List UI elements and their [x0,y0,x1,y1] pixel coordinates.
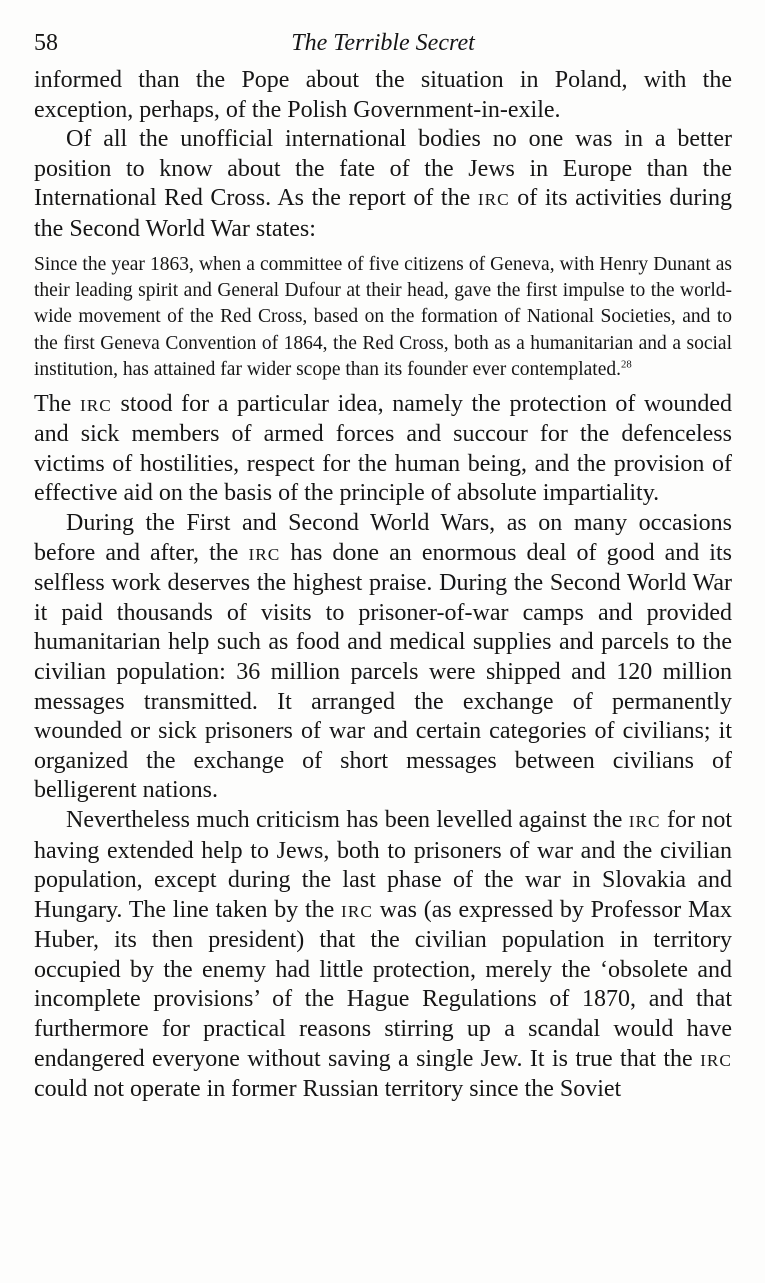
paragraph-text: Nevertheless much criticism has been levelled against the [66,806,629,833]
block-quote [34,252,732,384]
paragraph-text: stood for a particular idea, namely the protection of wounded and sick members of armed forces and succour for the defenceless victims of hostilities, respect for the human being, and the provision of effective aid on the basis of the principle of absolute impartiality. [34,390,732,507]
body-text [34,66,732,1105]
paragraph-text: informed than the Pope about the situation in Poland, with the exception, perhaps, of the Polish Government-in-exile. [34,67,732,123]
paragraph-text: has done an enormous deal of good and its selfless work deserves the highest praise. During the Second World War it paid thousands of visits to prisoner-of-war camps and provided humanitarian help such as food and medical supplies and parcels to the civilian population: 36 million parcels were shipped and 120 million messages transmitted. It arranged the exchange of permanently wounded or sick prisoners of war and certain categories of civilians; it organized the exchange of short messages between civilians of belligerent nations. [34,539,732,804]
paragraph-irc-idea [34,390,732,509]
paragraph-text: Of all the unofficial international bodies no one was in a better position to know about the fate of the Jews in Europe than the International Red Cross. As the report of the [34,126,732,212]
paragraph-text: of its activities during the Second World War states: [34,185,732,242]
abbreviation-irc: IRC [700,1050,732,1070]
paragraph-text: The [34,390,80,417]
footnote-marker: 28 [620,358,632,371]
abbreviation-irc: IRC [248,544,281,564]
quote-text: Since the year 1863, when a committee of five citizens of Geneva, with Henry Dunant as their leading spirit and General Dufour at their head, gave the first impulse to the world-wide movement of the Red Cross, based on the formation of National Societies, and to the first Geneva Convention of 1864, the Red Cross, both as a humanitarian and a social institution, has attained far wider scope than its founder ever contemplated. [34,253,732,381]
abbreviation-irc: IRC [628,811,661,831]
paragraph-continuation [34,66,732,125]
abbreviation-irc: IRC [79,395,112,415]
paragraph-text: During the First and Second World Wars, as on many occasions before and after, the [34,509,732,566]
paragraph-criticism [34,806,732,1105]
paragraph-world-wars [34,509,732,806]
running-head [34,26,732,60]
paragraph-text: was (as expressed by Professor Max Huber, its then president) that the civilian population in territory occupied by the enemy had little protection, merely the ‘obsolete and incomplete provisions’ of the Hague Regulations of 1870, and that furthermore for practical reasons stirring up a scandal would have endangered everyone without saving a single Jew. It is true that the [34,896,733,1072]
paragraph-text: could not operate in former Russian territory since the Soviet [34,1076,622,1103]
abbreviation-irc: IRC [477,190,510,210]
running-title: The Terrible Secret [291,30,475,56]
abbreviation-irc: IRC [341,901,373,921]
page-number: 58 [34,30,58,56]
paragraph-text: for not having extended help to Jews, both to prisoners of war and the civilian population, except during the last phase of the war in Slovakia and Hungary. The line taken by the [34,806,733,923]
paragraph-red-cross-intro [34,125,732,244]
